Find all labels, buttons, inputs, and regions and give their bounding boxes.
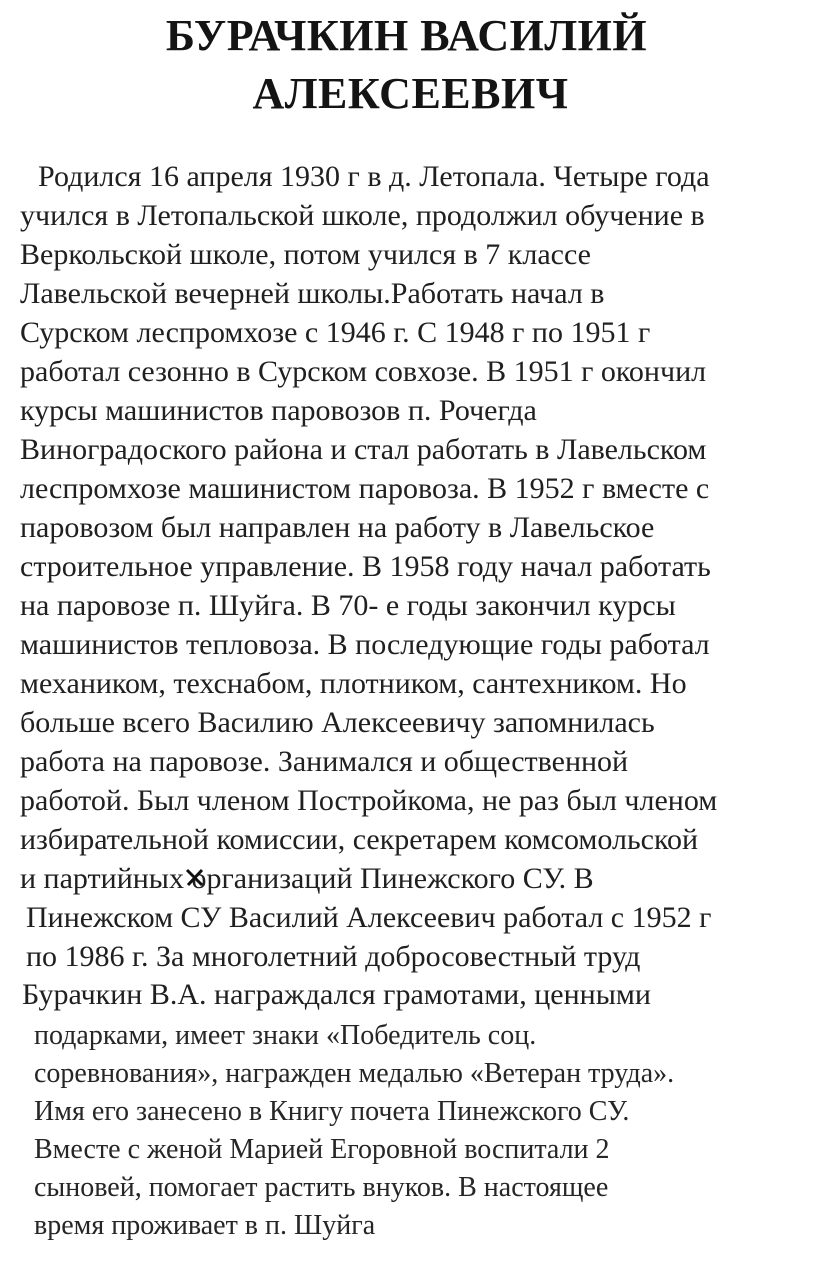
- text-line: Имя его занесено в Книгу почета Пинежского СУ.: [34, 1096, 630, 1127]
- text-line: паровозом был направлен на работу в Лавельское: [20, 511, 655, 544]
- text-line: сыновей, помогает растить внуков. В настоящее: [34, 1172, 609, 1203]
- text-line: Пинежском СУ Василий Алексеевич работал с 1952 г: [26, 901, 712, 934]
- text-line: соревнования», награжден медалью «Ветеран труда».: [34, 1058, 675, 1089]
- cropped-text-line: [22, 978, 812, 1011]
- text-line: работа на паровозе. Занимался и общественной: [20, 745, 629, 778]
- text-line: на паровозе п. Шуйга. В 70- е годы закончил курсы: [20, 589, 676, 622]
- text-line: Веркольской школе, потом учился в 7 классе: [20, 238, 591, 271]
- document-title-line-2: АЛЕКСЕЕВИЧ: [252, 69, 569, 118]
- cropped-text: Бурачкин В.А. награждался грамотами, ценными: [22, 978, 651, 1011]
- text-line: подарками, имеет знаки «Победитель соц.: [34, 1020, 537, 1051]
- text-line: работой. Был членом Постройкома, не раз был членом: [20, 784, 718, 817]
- text-line: леспромхозе машинистом паровоза. В 1952 г вместе с: [20, 472, 710, 505]
- handwritten-correction-mark: [184, 866, 206, 888]
- text-line: Лавельской вечерней школы.Работать начал в: [20, 277, 605, 310]
- text-line: больше всего Василию Алексеевичу запомнилась: [20, 706, 655, 739]
- text-line: механиком, техснабом, плотником, сантехником. Но: [20, 667, 687, 700]
- text-line: время проживает в п. Шуйга: [34, 1210, 376, 1241]
- text-line: Родился 16 апреля 1930 г в д. Летопала. Четыре года: [38, 160, 710, 193]
- text-line: по 1986 г. За многолетний добросовестный труд: [26, 940, 641, 973]
- document-title-line-1: БУРАЧКИН ВАСИЛИЙ: [165, 11, 648, 60]
- text-line: машинистов тепловоза. В последующие годы работал: [20, 628, 710, 661]
- text-line: курсы машинистов паровозов п. Рочегда: [20, 394, 537, 427]
- text-line: и партийных организаций Пинежского СУ. В: [20, 862, 594, 895]
- text-line: Вместе с женой Марией Егоровной воспитали 2: [34, 1134, 610, 1165]
- text-line: избирательной комиссии, секретарем комсомольской: [20, 823, 699, 856]
- text-line: учился в Летопальской школе, продолжил обучение в: [20, 199, 705, 232]
- text-line: Сурском леспромхозе с 1946 г. С 1948 г по 1951 г: [20, 316, 651, 349]
- text-line: работал сезонно в Сурском совхозе. В 1951 г окончил: [20, 355, 707, 388]
- text-line: строительное управление. В 1958 году начал работать: [20, 550, 711, 583]
- text-line: Виноградоского района и стал работать в Лавельском: [20, 433, 707, 466]
